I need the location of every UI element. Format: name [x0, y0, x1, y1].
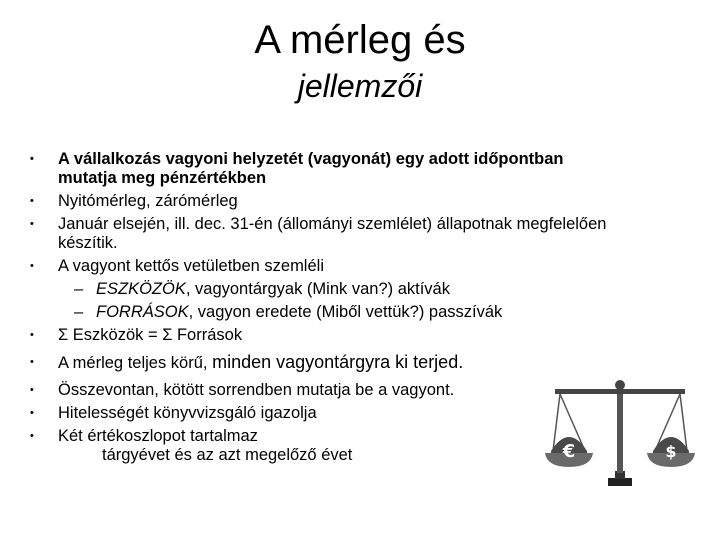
bullet-marker: •	[30, 430, 34, 442]
list-item-text: Nyitómérleg, zárómérleg	[58, 192, 238, 210]
list-item	[26, 150, 676, 188]
bullet-marker: •	[30, 329, 34, 341]
list-item-text: A vagyont kettős vetületben szemléli	[58, 257, 324, 275]
sub-item-text: , vagyontárgyak (Mink van?) aktívák	[185, 280, 450, 298]
sub-item-keyword: FORRÁSOK	[96, 303, 189, 321]
bullet-marker: •	[30, 356, 34, 368]
list-item	[26, 257, 676, 276]
dash-marker: –	[74, 280, 84, 298]
bullet-marker: •	[30, 195, 34, 207]
list-item-text: Két értékoszlopot tartalmaz	[58, 427, 258, 445]
slide-title	[0, 18, 720, 105]
list-item-text: tárgyévet és az azt megelőző évet	[102, 446, 353, 464]
title-line-2: jellemzői	[297, 67, 423, 104]
sub-item-text: , vagyon eredete (Miből vettük?) passzívák	[188, 303, 503, 321]
balance-scale-icon	[545, 375, 695, 490]
title-line-1: A mérleg és	[254, 18, 466, 62]
bullet-marker: •	[30, 218, 34, 230]
list-item-text-part: A mérleg teljes körű,	[58, 354, 213, 372]
euro-symbol: €	[562, 441, 576, 462]
list-item-text: Σ Eszközök = Σ Források	[58, 326, 243, 344]
sub-list-item	[26, 280, 676, 299]
sub-list-item	[26, 303, 676, 322]
sub-item-keyword: ESZKÖZÖK	[96, 280, 186, 298]
list-item	[26, 353, 676, 373]
list-item	[26, 215, 676, 253]
list-item-text: Összevontan, kötött sorrendben mutatja be a vagyont.	[58, 381, 455, 399]
list-item-text: A vállalkozás vagyoni helyzetét (vagyonát) egy adott időpontban	[58, 150, 564, 168]
dash-marker: –	[74, 303, 84, 321]
bullet-marker: •	[30, 153, 34, 165]
bullet-marker: •	[30, 384, 34, 396]
list-item-text-part: minden vagyontárgyra ki terjed.	[212, 352, 464, 372]
list-item-text: Január elsején, ill. dec. 31-én (állományi szemlélet) állapotnak megfelelően	[58, 215, 607, 233]
list-item-text: készítik.	[58, 234, 118, 252]
list-item-text: Hitelességét könyvvizsgáló igazolja	[58, 404, 317, 422]
list-item	[26, 192, 676, 211]
list-item-text: mutatja meg pénzértékben	[58, 169, 267, 187]
bullet-marker: •	[30, 260, 34, 272]
list-item-text	[58, 353, 676, 373]
bullet-marker: •	[30, 407, 34, 419]
list-item	[26, 326, 676, 345]
dollar-symbol: $	[665, 442, 677, 461]
